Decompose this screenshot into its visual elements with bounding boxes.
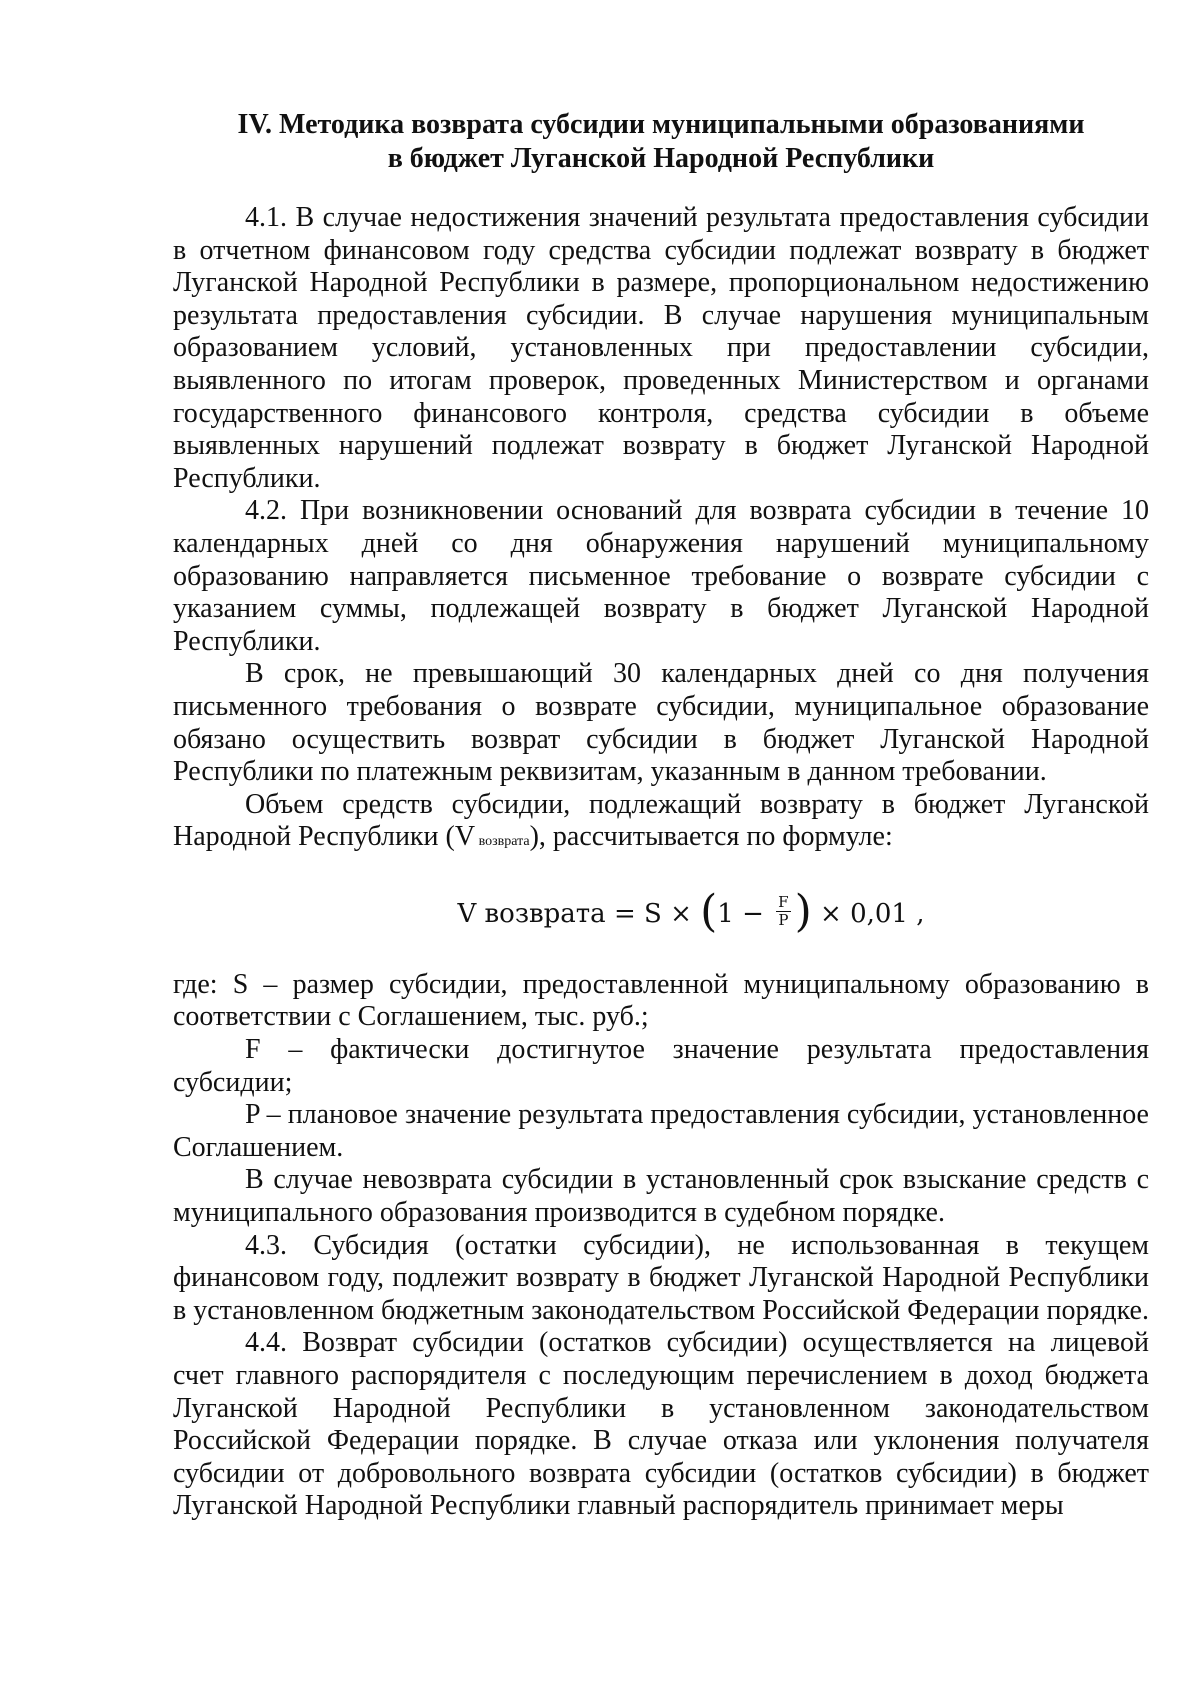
formula-open-paren: ( [700, 885, 718, 937]
paragraph-4-4: 4.4. Возврат субсидии (остатков субсидии) осуществляется на лицевой счет главного распорядителя с последующим перечислением в доход бюджета Луганской Народной Республики в установленном законодательством Российской Федерации порядке. В случае отказа или уклонения получателя субсидии от добровольного возврата субсидии (остатков субсидии) в бюджет Луганской Народной Республики главный распорядитель принимает меры [173, 1327, 1149, 1522]
formula-fraction [776, 894, 790, 929]
section-title-line-2: в бюджет Луганской Народной Республики [387, 143, 935, 174]
paragraph-4-1: 4.1. В случае недостижения значений результата предоставления субсидии в отчетном финансовом году средства субсидии подлежат возврату в бюджет Луганской Народной Республики в размере, пропорциональном недостижению результата предоставления субсидии. В случае нарушения муниципальным образованием условий, установленных при предоставлении субсидии, выявленного по итогам проверок, проведенных Министерством и органами государственного финансового контроля, средства субсидии в объеме выявленных нарушений подлежат возврату в бюджет Луганской Народной Республики. [173, 202, 1149, 494]
definition-p: P – плановое значение результата предоставления субсидии, установленное Соглашением. [173, 1099, 1149, 1163]
definition-s: где: S – размер субсидии, предоставленной муниципальному образованию в соответствии с Соглашением, тыс. руб.; [173, 968, 1149, 1033]
return-formula [173, 859, 1149, 969]
document-page [173, 108, 1149, 1523]
paragraph-4-2: 4.2. При возникновении оснований для возврата субсидии в течение 10 календарных дней со дня обнаружения нарушений муниципальному образованию направляется письменное требование о возврате субсидии с указанием суммы, подлежащей возврату в бюджет Луганской Народной Республики. [173, 495, 1149, 657]
paragraph-4-3: 4.3. Субсидия (остатки субсидии), не использованная в текущем финансовом году, подлежит возврату в бюджет Луганской Народной Республики в установленном бюджетным законодательством Российской Федерации порядке. [173, 1229, 1149, 1326]
volume-text-b: ), рассчитывается по формуле: [529, 821, 893, 853]
formula-close-paren: ) [794, 885, 812, 937]
formula-denominator: P [778, 911, 789, 930]
paragraph-volume [173, 789, 1149, 859]
volume-text-a: Объем средств субсидии, подлежащий возврату в бюджет Луганской Народной Республики (V [173, 788, 1149, 853]
volume-subscript: возврата [475, 834, 530, 850]
formula-one-minus: 1 − [717, 898, 773, 929]
paragraph-court: В случае невозврата субсидии в установленный срок взыскание средств с муниципального образования производится в судебном порядке. [173, 1164, 1149, 1229]
formula-lhs: V возврата = S × [457, 898, 701, 929]
paragraph-term: В срок, не превышающий 30 календарных дней со дня получения письменного требования о возврате субсидии, муниципальное образование обязано осуществить возврат субсидии в бюджет Луганской Народной Республики по платежным реквизитам, указанным в данном требовании. [173, 658, 1149, 788]
section-title-line-1: IV. Методика возврата субсидии муниципальными образованиями [237, 109, 1085, 140]
formula-rhs: × 0,01 , [811, 898, 925, 929]
definition-f: F – фактически достигнутое значение результата предоставления субсидии; [173, 1034, 1149, 1098]
section-title [173, 108, 1149, 176]
formula-numerator: F [778, 893, 789, 912]
